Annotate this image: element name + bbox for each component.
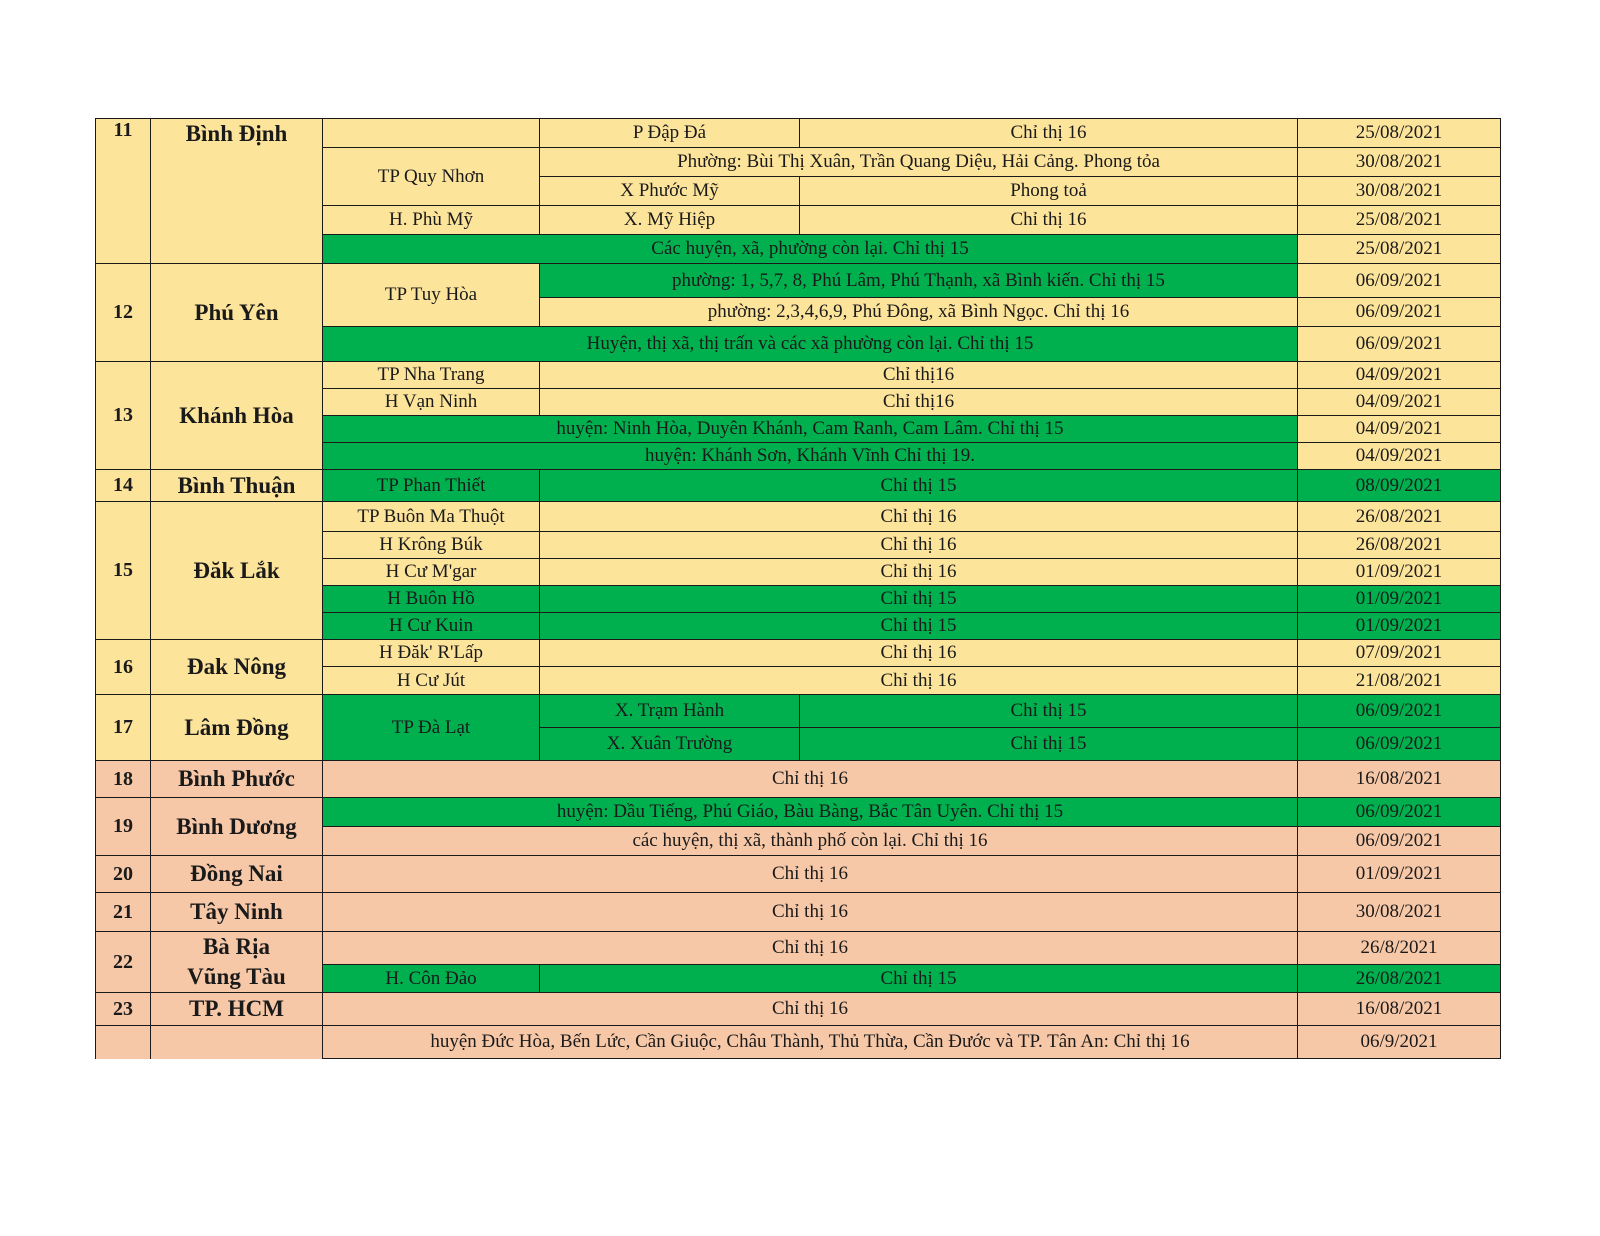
date-cell: 01/09/2021: [1298, 613, 1501, 640]
date-cell: 06/09/2021: [1298, 798, 1501, 827]
date-cell: 01/09/2021: [1298, 586, 1501, 613]
area-measure-cell: phường: 1, 5,7, 8, Phú Lâm, Phú Thạnh, xã Bình kiến. Chỉ thị 15: [540, 264, 1298, 298]
province-name: TP. HCM: [151, 993, 323, 1026]
district-cell: TP Đà Lạt: [323, 695, 540, 761]
table-row: [96, 993, 1501, 1026]
date-cell: 06/09/2021: [1298, 327, 1501, 362]
district-cell: H Đăk' R'Lấp: [323, 640, 540, 667]
district-cell: TP Phan Thiết: [323, 470, 540, 502]
date-cell: 06/09/2021: [1298, 298, 1501, 327]
date-cell: 06/09/2021: [1298, 827, 1501, 856]
district-cell: H Cư Jút: [323, 667, 540, 695]
row-number: 22: [96, 932, 151, 993]
row-number: 13: [96, 362, 151, 470]
area-measure-cell: huyện Đức Hòa, Bến Lức, Cần Giuộc, Châu Thành, Thủ Thừa, Cần Đước và TP. Tân An: Chỉ thị 16: [323, 1026, 1298, 1059]
table-row: [96, 695, 1501, 728]
province-name: Đak Nông: [151, 640, 323, 695]
date-cell: 30/08/2021: [1298, 177, 1501, 206]
date-cell: 26/8/2021: [1298, 932, 1501, 965]
province-name: Khánh Hòa: [151, 362, 323, 470]
district-cell: H Cư M'gar: [323, 559, 540, 586]
row-number: 15: [96, 502, 151, 640]
date-cell: 16/08/2021: [1298, 761, 1501, 798]
district-cell: H. Phù Mỹ: [323, 206, 540, 235]
table-row: [96, 362, 1501, 389]
date-cell: 25/08/2021: [1298, 206, 1501, 235]
measure-cell: Chỉ thị 16: [323, 856, 1298, 893]
row-number: 14: [96, 470, 151, 502]
date-cell: 26/08/2021: [1298, 965, 1501, 993]
measure-cell: Chỉ thị 16: [323, 761, 1298, 798]
table-row: [96, 502, 1501, 532]
date-cell: 01/09/2021: [1298, 559, 1501, 586]
district-cell: TP Quy Nhơn: [323, 148, 540, 206]
restriction-table: [95, 118, 1501, 1059]
date-cell: 25/08/2021: [1298, 119, 1501, 148]
table-row: [96, 893, 1501, 932]
table-row: [96, 640, 1501, 667]
province-name: Bình Định: [151, 119, 323, 264]
measure-cell: Chỉ thị 16: [323, 993, 1298, 1026]
province-name: Bà Rịa Vũng Tàu: [151, 932, 323, 993]
date-cell: 06/09/2021: [1298, 264, 1501, 298]
district-cell: H. Côn Đảo: [323, 965, 540, 993]
date-cell: 08/09/2021: [1298, 470, 1501, 502]
row-number: 12: [96, 264, 151, 362]
row-number: 16: [96, 640, 151, 695]
province-name: Tây Ninh: [151, 893, 323, 932]
measure-cell: Chỉ thị 16: [540, 640, 1298, 667]
measure-cell: Chỉ thị 16: [323, 893, 1298, 932]
area-measure-cell: Huyện, thị xã, thị trấn và các xã phường còn lại. Chỉ thị 15: [323, 327, 1298, 362]
province-name: [151, 1026, 323, 1059]
table-row: [96, 119, 1501, 148]
measure-cell: Chỉ thị 16: [540, 667, 1298, 695]
measure-cell: Chỉ thị 16: [323, 932, 1298, 965]
area-measure-cell: huyện: Khánh Sơn, Khánh Vĩnh Chỉ thị 19.: [323, 443, 1298, 470]
row-number: 21: [96, 893, 151, 932]
row-number: [96, 1026, 151, 1059]
area-measure-cell: Phường: Bùi Thị Xuân, Trần Quang Diệu, Hải Cảng. Phong tỏa: [540, 148, 1298, 177]
row-number: 11: [96, 119, 151, 264]
measure-cell: Chỉ thị 16: [540, 502, 1298, 532]
table-row: [96, 761, 1501, 798]
date-cell: 01/09/2021: [1298, 856, 1501, 893]
province-name: Bình Phước: [151, 761, 323, 798]
date-cell: 06/09/2021: [1298, 695, 1501, 728]
area-measure-cell: Các huyện, xã, phường còn lại. Chỉ thị 15: [323, 235, 1298, 264]
table-row: [96, 264, 1501, 298]
measure-cell: Chỉ thị 15: [800, 728, 1298, 761]
province-name: Phú Yên: [151, 264, 323, 362]
date-cell: 04/09/2021: [1298, 389, 1501, 416]
date-cell: 06/09/2021: [1298, 728, 1501, 761]
measure-cell: Chỉ thị 15: [540, 470, 1298, 502]
date-cell: 04/09/2021: [1298, 362, 1501, 389]
table-row: [96, 470, 1501, 502]
date-cell: 30/08/2021: [1298, 148, 1501, 177]
row-number: 20: [96, 856, 151, 893]
ward-cell: X Phước Mỹ: [540, 177, 800, 206]
date-cell: 26/08/2021: [1298, 502, 1501, 532]
measure-cell: Chỉ thị 15: [540, 965, 1298, 993]
measure-cell: Chỉ thị16: [540, 362, 1298, 389]
date-cell: 06/9/2021: [1298, 1026, 1501, 1059]
province-name: Bình Thuận: [151, 470, 323, 502]
measure-cell: Phong toả: [800, 177, 1298, 206]
measure-cell: Chỉ thị 15: [800, 695, 1298, 728]
area-measure-cell: huyện: Dầu Tiếng, Phú Giáo, Bàu Bàng, Bắc Tân Uyên. Chỉ thị 15: [323, 798, 1298, 827]
district-cell: H Krông Búk: [323, 532, 540, 559]
province-name: Đăk Lắk: [151, 502, 323, 640]
empty-cell: [323, 119, 540, 148]
district-cell: TP Tuy Hòa: [323, 264, 540, 327]
district-cell: TP Buôn Ma Thuột: [323, 502, 540, 532]
measure-cell: Chỉ thị 16: [800, 119, 1298, 148]
date-cell: 26/08/2021: [1298, 532, 1501, 559]
date-cell: 16/08/2021: [1298, 993, 1501, 1026]
row-number: 17: [96, 695, 151, 761]
measure-cell: Chỉ thị 16: [540, 559, 1298, 586]
table-row: [96, 932, 1501, 965]
measure-cell: Chỉ thị 16: [800, 206, 1298, 235]
district-cell: H Vạn Ninh: [323, 389, 540, 416]
row-number: 19: [96, 798, 151, 856]
ward-cell: X. Xuân Trường: [540, 728, 800, 761]
table-row: [96, 1026, 1501, 1059]
date-cell: 04/09/2021: [1298, 416, 1501, 443]
date-cell: 07/09/2021: [1298, 640, 1501, 667]
measure-cell: Chỉ thị 15: [540, 586, 1298, 613]
province-name: Bình Dương: [151, 798, 323, 856]
district-cell: TP Nha Trang: [323, 362, 540, 389]
date-cell: 21/08/2021: [1298, 667, 1501, 695]
table-row: [96, 798, 1501, 827]
province-name: Đồng Nai: [151, 856, 323, 893]
date-cell: 25/08/2021: [1298, 235, 1501, 264]
row-number: 18: [96, 761, 151, 798]
row-number: 23: [96, 993, 151, 1026]
measure-cell: Chỉ thị 16: [540, 532, 1298, 559]
district-cell: H Buôn Hồ: [323, 586, 540, 613]
table-row: [96, 856, 1501, 893]
date-cell: 30/08/2021: [1298, 893, 1501, 932]
date-cell: 04/09/2021: [1298, 443, 1501, 470]
district-cell: H Cư Kuin: [323, 613, 540, 640]
area-measure-cell: các huyện, thị xã, thành phố còn lại. Chỉ thị 16: [323, 827, 1298, 856]
ward-cell: X. Trạm Hành: [540, 695, 800, 728]
ward-cell: P Đập Đá: [540, 119, 800, 148]
province-name: Lâm Đồng: [151, 695, 323, 761]
area-measure-cell: phường: 2,3,4,6,9, Phú Đông, xã Bình Ngọc. Chỉ thị 16: [540, 298, 1298, 327]
ward-cell: X. Mỹ Hiệp: [540, 206, 800, 235]
measure-cell: Chỉ thị16: [540, 389, 1298, 416]
measure-cell: Chỉ thị 15: [540, 613, 1298, 640]
area-measure-cell: huyện: Ninh Hòa, Duyên Khánh, Cam Ranh, Cam Lâm. Chỉ thị 15: [323, 416, 1298, 443]
